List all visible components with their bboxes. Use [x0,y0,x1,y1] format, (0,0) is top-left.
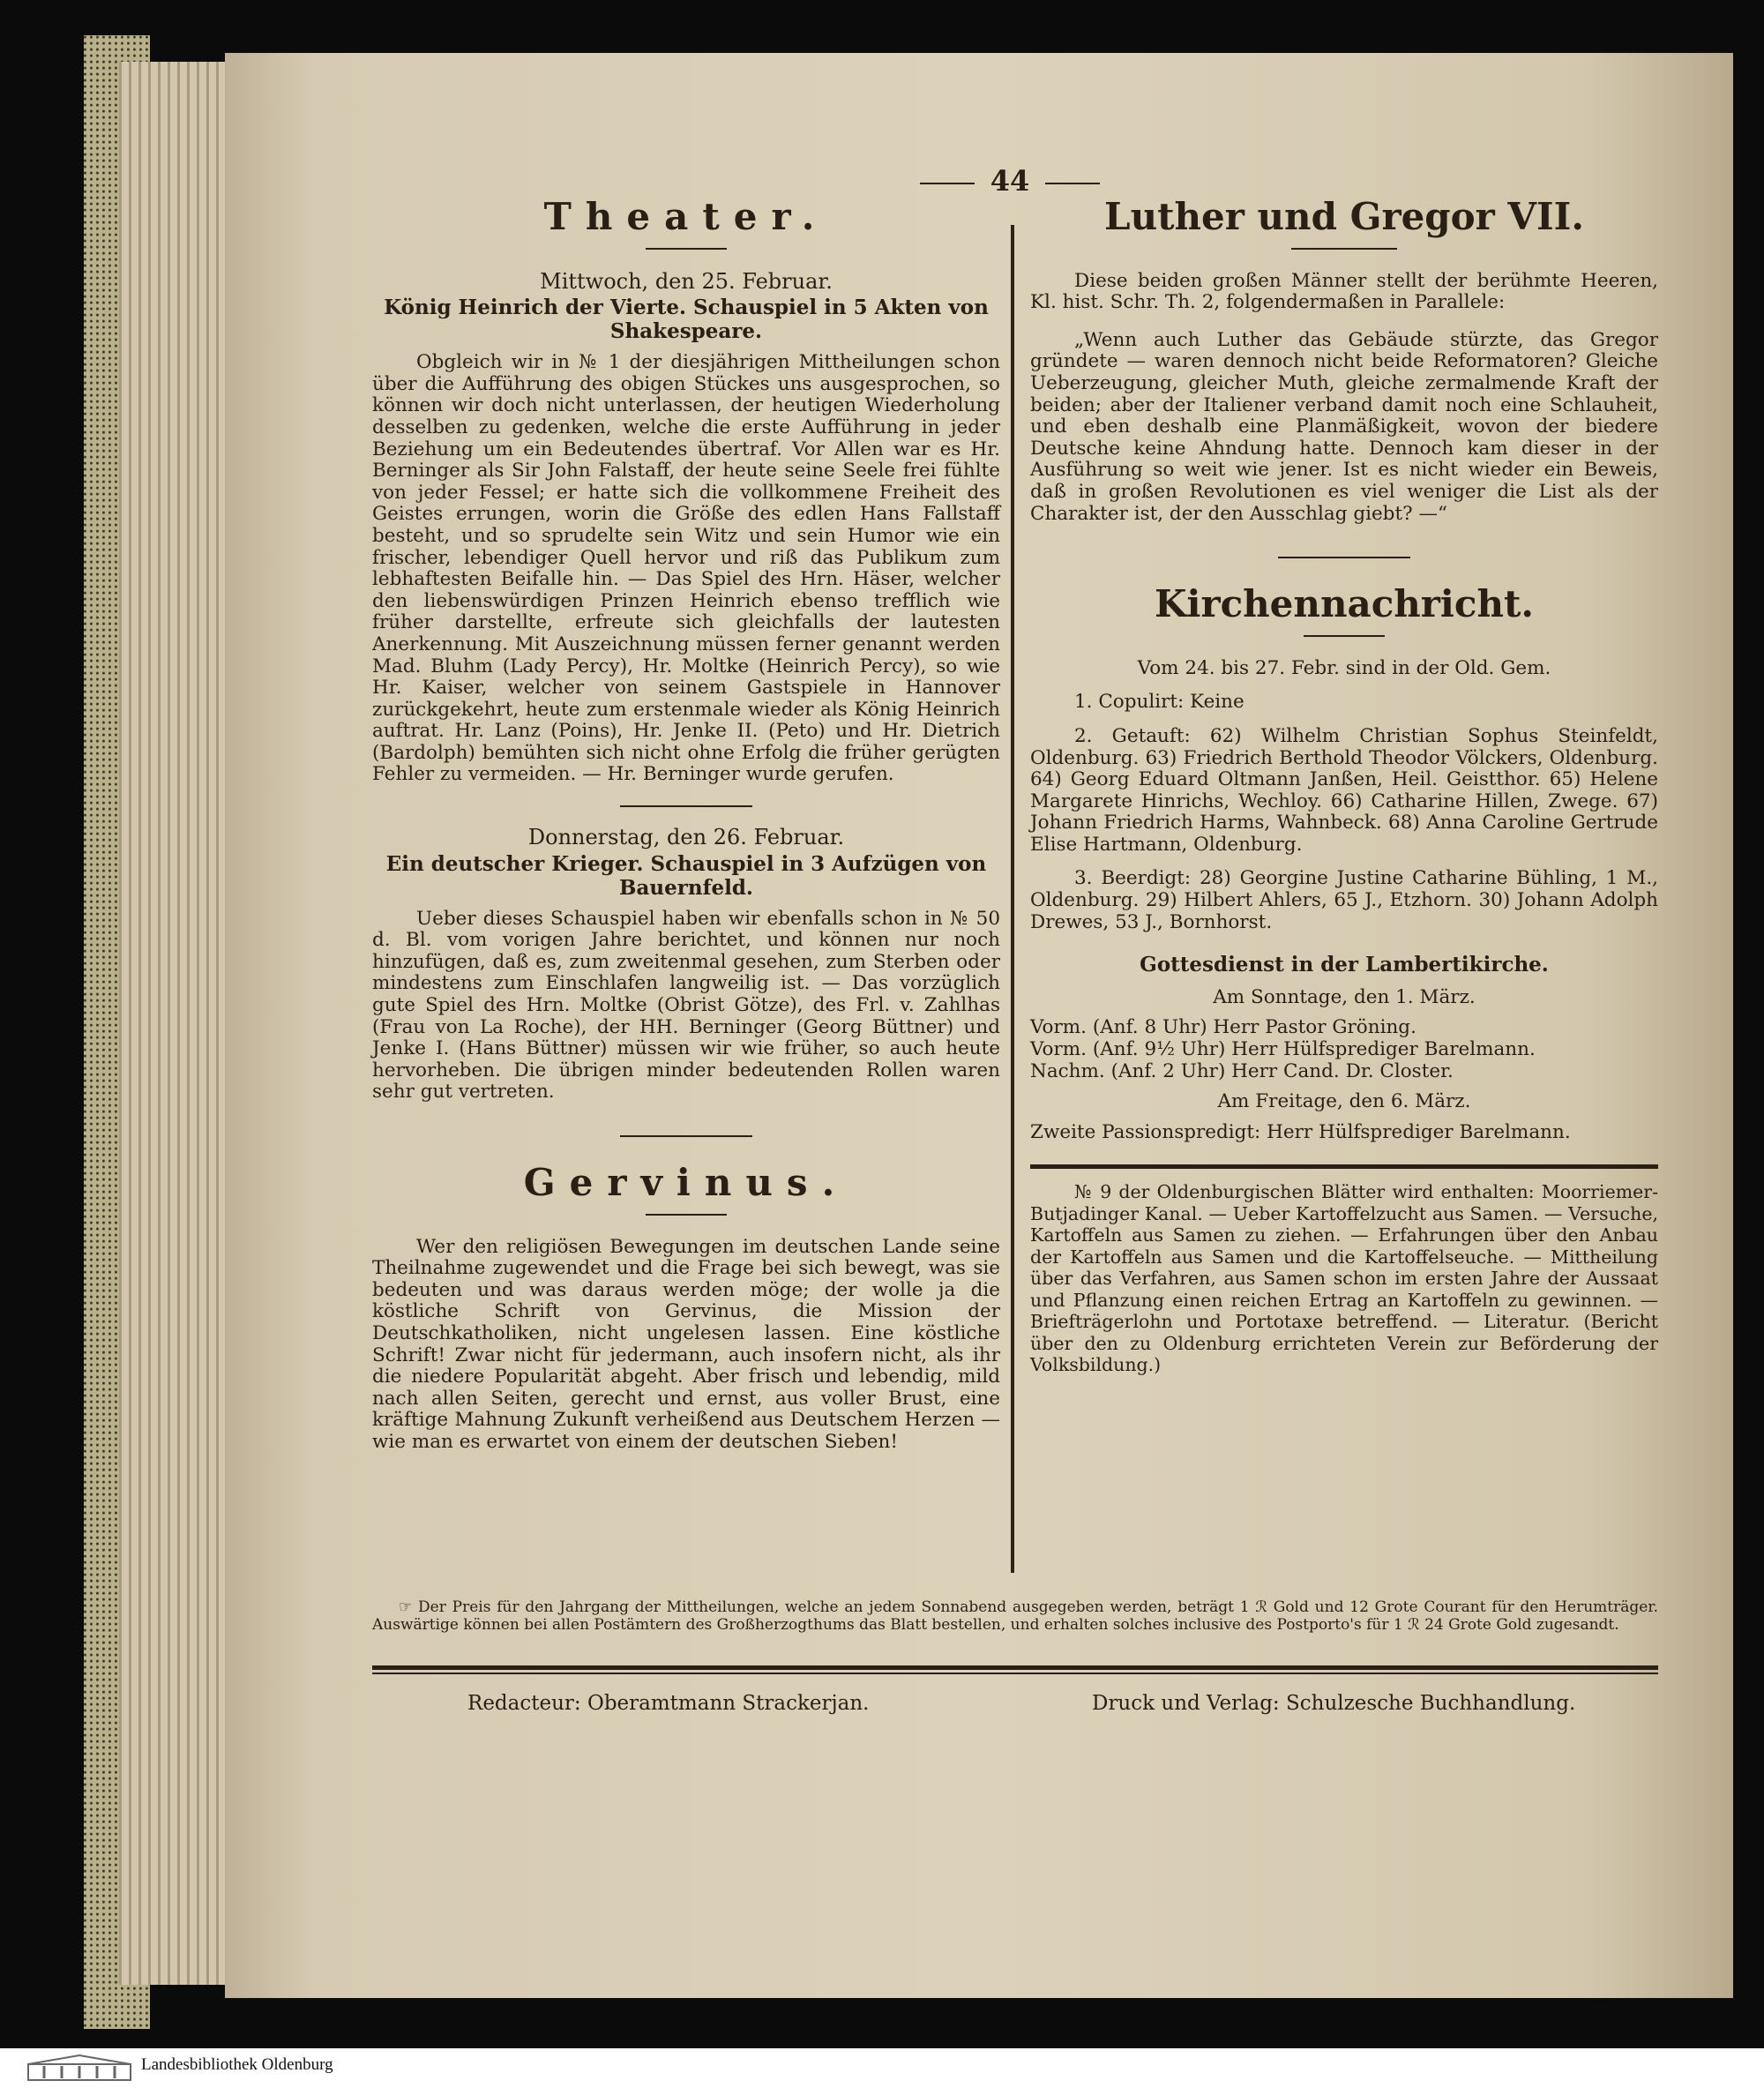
beerdigt-entry: 3. Beerdigt: 28) Georgine Justine Catharine Bühling, 1 M., Oldenburg. 29) Hilbert Ahlers, 65 J., Etzhorn. 30) Johann Adolph Drewes, 53 J., Bornhorst. [1030,867,1658,933]
theater-date-2: Donnerstag, den 26. Februar. [527,825,845,850]
imprint-rule-thin [372,1673,1658,1674]
service-line-1: Vorm. (Anf. 8 Uhr) Herr Pastor Gröning. [1030,1016,1416,1039]
theater-review-1: Obgleich wir in № 1 der diesjährigen Mittheilungen schon über die Aufführung des obigen Stückes uns ausgesprochen, so können wir doch nicht unterlassen, der heutigen Wiederholung desselben zu gedenken, welche die erste Aufführung in jeder Beziehung um ein Bedeutendes übertraf. Vor Allen war es Hr. Berninger als Sir John Falstaff, der heute seine Seele frei fühlte von jeder Fessel; er hatte sich die vollkommene Freiheit des Geistes errungen, worin die Größe des edlen Hans Fallstaff besteht, und so sprudelte sein Witz und sein Humor wie ein frischer, lebendiger Quell hervor und riß das Publikum zum lebhaftesten Beifalle hin. — Das Spiel des Hrn. Häser, welcher den liebenswürdigen Prinzen Heinrich ebenso trefflich wie früher darstellte, erfreute sich gleichfalls der lautesten Anerkennung. Mit Auszeichnung müssen ferner genannt werden Mad. Bluhm (Lady Percy), Hr. Moltke (Heinrich Percy), so wie Hr. Kaiser, welcher von seinem Gastspiele in Hannover zurückgekehrt, heute zum erstenmale wieder als König Heinrich auftrat. Hr. Lanz (Poins), Hr. Jenke II. (Peto) und Hr. Dietrich (Bardolph) bemühten sich nicht ohne Erfolg die früher gerügten Fehler zu vermeiden. — Hr. Berninger wurde gerufen. [372,351,1000,786]
gervinus-heading: Gervinus. [523,1161,849,1204]
heading-rule [646,1214,727,1216]
theater-date-1: Mittwoch, den 25. Februar. [540,268,833,294]
library-logo-icon [26,2054,132,2082]
play-title-1: König Heinrich der Vierte. Schauspiel in 5 Akten von Shakespeare. [384,296,989,344]
theater-review-2: Ueber dieses Schauspiel haben wir ebenfalls schon in № 50 d. Bl. vom vorigen Jahre berichtet, und können nur noch hinzufügen, daß es, zum zweitenmal gesehen, zum Sterben oder mindestens zum Einschlafen langweilig ist. — Das vorzüglich gute Spiel des Hrn. Moltke (Obrist Götze), des Frl. v. Zahlhas (Frau von La Roche), der HH. Berninger (Georg Büttner) und Jenke I. (Hans Büttner) müssen wir wie früher, so auch heute hervorheben. Die übrigen minder bedeutenden Rollen waren sehr gut vertreten. [372,907,1000,1104]
sunday-date: Am Sonntage, den 1. März. [1213,985,1476,1008]
section-separator [620,805,752,807]
service-line-3: Nachm. (Anf. 2 Uhr) Herr Cand. Dr. Closter. [1030,1059,1454,1082]
column-divider [1011,225,1014,1573]
theater-heading: Theater. [543,195,829,238]
redakteur-line: Redacteur: Oberamtmann Strackerjan. [467,1692,870,1715]
play-title-2: Ein deutscher Krieger. Schauspiel in 3 Aufzügen von Bauernfeld. [385,851,987,900]
price-notice: ☞ Der Preis für den Jahrgang der Mittheilungen, welche an jedem Sonnabend ausgegeben werden, beträgt 1 ℛ Gold und 12 Grote Courant für den Herumträger. Auswärtige können bei allen Postämtern des Großherzogthums das Blatt bestellen, und erhalten solches inclusive des Postporto's für 1 ℛ 24 Grote Gold zugesandt. [372,1598,1658,1634]
section-separator [620,1135,752,1137]
left-column [372,196,1000,1454]
luther-quote: „Wenn auch Luther das Gebäude stürzte, das Gregor gründete — waren dennoch nicht beide Reformatoren? Gleiche Ueberzeugung, gleicher Muth, gleiche zermalmende Kraft der beiden; aber der Italiener verband damit noch eine Schlauheit, und eben deshalb eine Planmäßigkeit, wovon der biedere Deutsche keine Ahndung hatte. Dennoch kam dieser in der Ausführung so weit wie jener. Ist es nicht wieder ein Beweis, daß in großen Revolutionen es viel weniger die List als der Charakter ist, der den Ausschlag giebt? —“ [1030,328,1658,525]
page-number: 44 [900,164,1120,198]
gervinus-text: Wer den religiösen Bewegungen im deutschen Lande seine Theilnahme zugewendet und die Frage bei sich bewegt, was sie bedeuten und was daraus werden möge; der wolle ja die köstliche Schrift von Gervinus, die Mission der Deutschkatholiken, nicht ungelesen lassen. Eine köstliche Schrift! Zwar nicht für jedermann, auch insofern nicht, als ihr die niedere Popularität abgeht. Aber frisch und lebendig, mild nach allen Seiten, gerecht und ernst, aus voller Brust, eine kräftige Mahnung Zukunft verheißend aus Deutschem Herzen — wie man es erwartet von einem der deutschen Sieben! [372,1235,1000,1453]
service-heading: Gottesdienst in der Lambertikirche. [1140,953,1549,977]
friday-date: Am Freitage, den 6. März. [1217,1090,1471,1113]
kirchennachricht-heading: Kirchennachricht. [1154,582,1535,626]
copulirt-entry: 1. Copulirt: Keine [1074,691,1245,714]
heading-rule [646,248,727,250]
passion-sermon: Zweite Passionspredigt: Herr Hülfsprediger Barelmann. [1030,1120,1571,1143]
blaetter-notice: № 9 der Oldenburgischen Blätter wird enthalten: Moorriemer-Butjadinger Kanal. — Ueber Kartoffelzucht aus Samen. — Versuche, Kartoffeln aus Samen zu ziehen. — Erfahrungen über den Anbau der Kartoffeln aus Samen und die Kartoffelseuche. — Mittheilung über das Verfahren, aus Samen schon im ersten Jahre der Aussaat und Pflanzung einen reichen Ertrag an Kartoffeln zu gewinnen. — Briefträgerlohn und Portotaxe betreffend. — Literatur. (Bericht über den zu Oldenburg errichteten Verein zur Beförderung der Volksbildung.) [1030,1181,1658,1376]
notice-rule [1030,1164,1658,1169]
section-separator [1278,557,1410,558]
right-column [1030,196,1658,1376]
luther-intro: Diese beiden großen Männer stellt der berühmte Heeren, Kl. hist. Schr. Th. 2, folgendermaßen in Parallele: [1030,269,1658,314]
getauft-entry: 2. Getauft: 62) Wilhelm Christian Sophus Steinfeldt, Oldenburg. 63) Friedrich Berthold Theodor Völckers, Oldenburg. 64) Georg Eduard Oltmann Janßen, Heil. Geistthor. 65) Helene Margarete Hinrichs, Wechloy. 66) Catharine Hillen, Zwege. 67) Johann Friedrich Harms, Wahnbeck. 68) Anna Caroline Gertrude Elise Hartmann, Oldenburg. [1030,724,1658,856]
heading-rule [1304,635,1385,637]
heading-rule [1291,248,1397,250]
service-line-2: Vorm. (Anf. 9½ Uhr) Herr Hülfsprediger Barelmann. [1030,1038,1536,1061]
verlag-line: Druck und Verlag: Schulzesche Buchhandlung. [1092,1692,1576,1715]
imprint-rule [372,1665,1658,1670]
church-period: Vom 24. bis 27. Febr. sind in der Old. Gem. [1137,656,1551,679]
luther-heading: Luther und Gregor VII. [1104,195,1584,238]
library-name: Landesbibliothek Oldenburg [141,2055,333,2074]
